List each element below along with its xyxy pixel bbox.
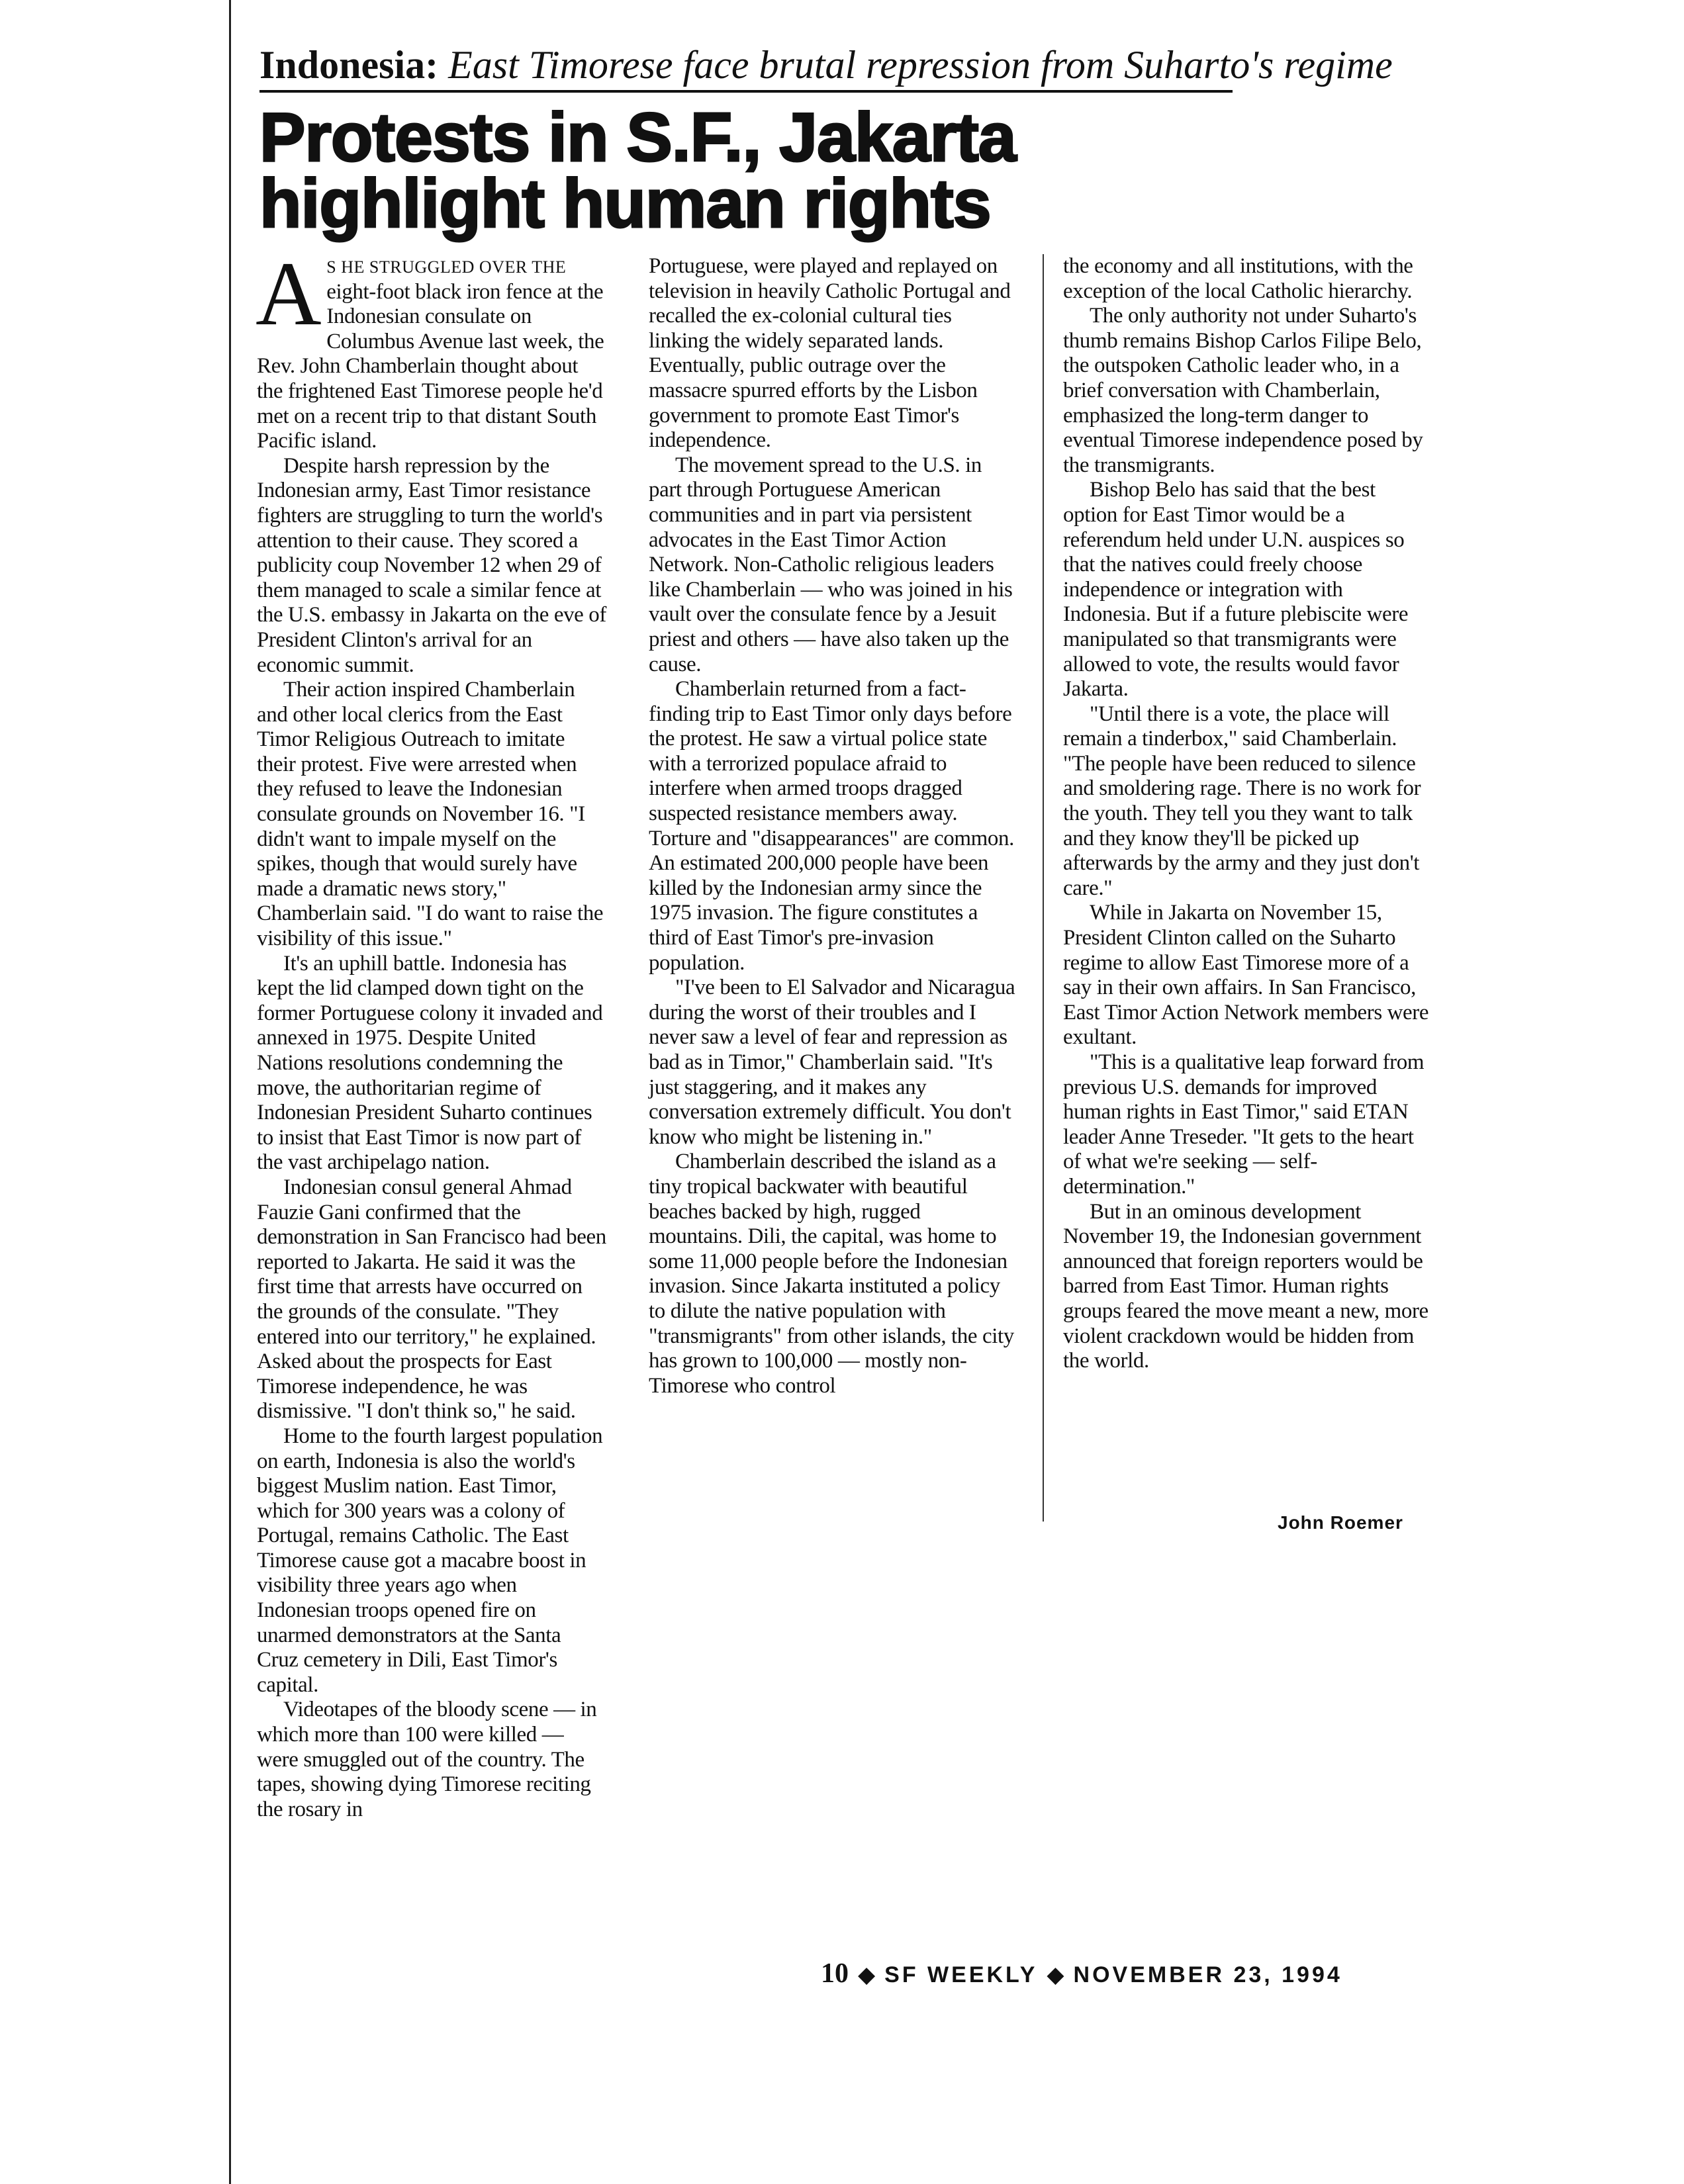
body-paragraph: But in an ominous development November 19, the Indonesian government announced that foreign reporters would be barred from East Timor. Human rights groups feared the move meant a new, more violent crackdown would be hidden from the world. — [1063, 1199, 1428, 1373]
left-margin-rule — [229, 0, 231, 2184]
headline-line-2: highlight human rights — [259, 165, 991, 242]
diamond-separator-icon: ◆ — [858, 1962, 876, 1987]
article-column-3 — [1063, 254, 1434, 1374]
body-paragraph: Home to the fourth largest population on earth, Indonesia is also the world's biggest Muslim nation. East Timor, which for 300 years was a colony of Portugal, remains Catholic. The East Timorese cause got a macabre boost in visibility three years ago when Indonesian troops opened fire on unarmed demonstrators at the Santa Cruz cemetery in Dili, East Timor's capital. — [257, 1424, 603, 1697]
body-paragraph: "I've been to El Salvador and Nicaragua during the worst of their troubles and I never saw a level of fear and repression as bad as in Timor," Chamberlain said. "It's just staggering, and it makes any conversation extremely difficult. You don't know who might be listening in." — [649, 976, 1015, 1149]
publication-name: SF WEEKLY — [884, 1962, 1038, 1987]
drop-cap: A — [256, 243, 322, 344]
body-paragraph: The only authority not under Suharto's thumb remains Bishop Carlos Filipe Belo, the outspoken Catholic leader who, in a brief conversation with Chamberlain, emphasized the long-term danger to eventual Timorese independence posed by the transmigrants. — [1063, 304, 1423, 477]
body-paragraph: Chamberlain described the island as a tiny tropical backwater with beautiful beaches backed by high, rugged mountains. Dili, the capital, was home to some 11,000 people before the Indonesian invasion. Since Jakarta instituted a policy to dilute the native population with "transmigrants" from other islands, the city has grown to 100,000 — mostly non-Timorese who control — [649, 1150, 1014, 1398]
column-rule — [1043, 254, 1044, 1522]
body-paragraph: Bishop Belo has said that the best option for East Timor would be a referendum held under U.N. auspices so that the natives could freely choose independence or integration with Indonesia. But if a future plebiscite were manipulated so that transmigrants were allowed to vote, the results would favor Jakarta. — [1063, 478, 1409, 702]
page-number: 10 — [821, 1958, 849, 1989]
body-paragraph: Videotapes of the bloody scene — in which more than 100 were killed — were smuggled out of the country. The tapes, showing dying Timorese reciting the rosary in — [257, 1698, 597, 1821]
kicker-dek: East Timorese face brutal repression from Suharto's regime — [448, 43, 1393, 87]
byline: John Roemer — [1278, 1512, 1403, 1533]
article-column-1 — [256, 243, 606, 1822]
body-paragraph: Their action inspired Chamberlain and other local clerics from the East Timor Religious Outreach to imitate their protest. Five were arrested when they refused to leave the Indonesian consulate grounds on November 16. "I didn't want to impale myself on the spikes, though that would surely have made a dramatic news story," Chamberlain said. "I do want to raise the visibility of this issue." — [257, 678, 604, 951]
diamond-separator-icon: ◆ — [1047, 1962, 1064, 1987]
continuation-paragraph: Portuguese, were played and replayed on television in heavily Catholic Portugal and recalled the ex-colonial cultural ties linking the widely separated lands. Eventually, public outrage over the massacre spurred efforts by the Lisbon government to promote East Timor's independence. — [649, 254, 1011, 453]
page-footer — [821, 1958, 1342, 1989]
issue-date: NOVEMBER 23, 1994 — [1073, 1962, 1342, 1987]
article-column-2 — [649, 254, 1016, 1398]
continuation-paragraph: the economy and all institutions, with the exception of the local Catholic hierarchy. — [1063, 254, 1413, 303]
body-paragraph: "Until there is a vote, the place will remain a tinderbox," said Chamberlain. "The people have been reduced to silence and smoldering rage. There is no work for the youth. They tell you they want to talk and they know they'll be picked up afterwards by the army and they just don't care." — [1063, 702, 1421, 900]
lead-text: eight-foot black iron fence at the Indonesian consulate on Columbus Avenue last week, the Rev. John Chamberlain thought about the frightened East Timorese people he'd met on a recent trip to that distant South Pacific island. — [257, 279, 604, 453]
body-paragraph: It's an uphill battle. Indonesia has kept the lid clamped down tight on the former Portuguese colony it invaded and annexed in 1975. Despite United Nations resolutions condemning the move, the authoritarian regime of Indonesian President Suharto continues to insist that East Timor is now part of the vast archipelago nation. — [257, 951, 603, 1175]
body-paragraph: While in Jakarta on November 15, President Clinton called on the Suharto regime to allow East Timorese more of a say in their own affairs. In San Francisco, East Timor Action Network members were exultant. — [1063, 901, 1429, 1050]
lead-caps: S HE STRUGGLED OVER THE — [326, 257, 567, 277]
kicker-section: Indonesia: — [259, 43, 439, 87]
headline-line-1: Protests in S.F., Jakarta — [259, 99, 1016, 176]
headline — [259, 99, 1517, 242]
body-paragraph: Indonesian consul general Ahmad Fauzie Gani confirmed that the demonstration in San Francisco had been reported to Jakarta. He said it was the first time that arrests have occurred on the grounds of the consulate. "They entered into our territory," he explained. Asked about the prospects for East Timorese independence, he was dismissive. "I don't think so," he said. — [257, 1175, 606, 1424]
kicker — [259, 40, 1393, 93]
body-paragraph: "This is a qualitative leap forward from previous U.S. demands for improved human rights in East Timor," said ETAN leader Anne Treseder. "It gets to the heart of what we're seeking — self-determination." — [1063, 1050, 1425, 1199]
body-paragraph: Chamberlain returned from a fact-finding trip to East Timor only days before the protest. He saw a virtual police state with a terrorized populace afraid to interfere when armed troops dragged suspected resistance members away. Torture and "disappearances" are common. An estimated 200,000 people have been killed by the Indonesian army since the 1975 invasion. The figure constitutes a third of East Timor's pre-invasion population. — [649, 677, 1014, 975]
lead-paragraph — [256, 243, 606, 454]
body-paragraph: The movement spread to the U.S. in part through Portuguese American communities and in part via persistent advocates in the East Timor Action Network. Non-Catholic religious leaders like Chamberlain — who was joined in his vault over the consulate fence by a Jesuit priest and others — have also taken up the cause. — [649, 453, 1013, 676]
body-paragraph: Despite harsh repression by the Indonesian army, East Timor resistance fighters are struggling to turn the world's attention to their cause. They scored a publicity coup November 12 when 29 of them managed to scale a similar fence at the U.S. embassy in Jakarta on the eve of President Clinton's arrival for an economic summit. — [257, 453, 606, 677]
